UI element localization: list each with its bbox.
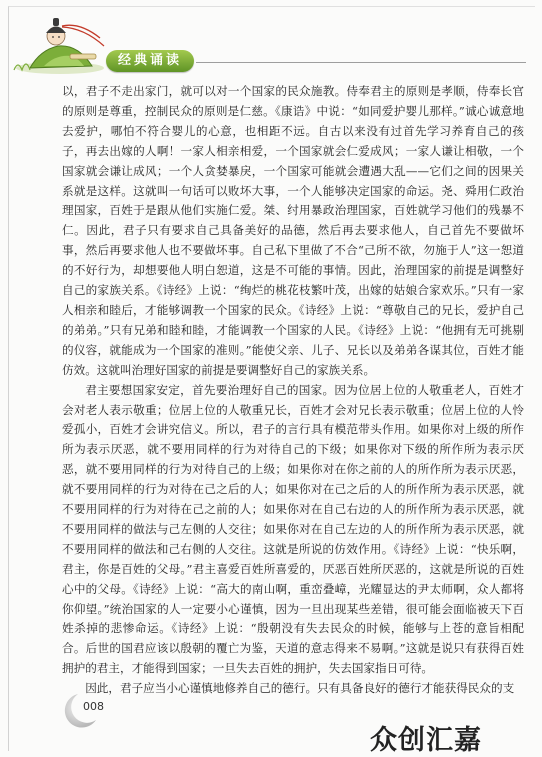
watermark-logo: 众创汇嘉: [370, 725, 482, 756]
page-number: 008: [83, 700, 104, 713]
paragraph: 君主要想国家安定，首先要治理好自己的国家。因为位居上位的人敬重老人，百姓才会对老人表示敬重；位居上位的人敬重兄长，百姓才会对兄长表示敬重；位居上位的人怜爱孤小，百姓才会讲究信义。所以，君子的言行具有模范带头作用。如果你对上级的所作所为表示厌恶，就不要用同样的行为对待自己的下级；如果你对下级的所作所为表示厌恶，就不要用同样的行为对待自己的上级；如果你对在你之前的人的所作所为表示厌恶，就不要用同样的行为对待在己之后的人；如果你对在己之后的人的所作所为表示厌恶，就不要用同样的行为对待在己之前的人；如果你对在自己右边的人的所作所为表示厌恶，就不要用同样的做法与己左侧的人交往；如果你对在自己左边的人的所作所为表示厌恶，就不要用同样的做法和己右侧的人交往。这就是所说的仿效作用。《诗经》上说：“快乐啊，君主，你是百姓的父母。”君主喜爱百姓所喜爱的，厌恶百姓所厌恶的，这就是所说的百姓心中的父母。《诗经》上说：“高大的南山啊，重峦叠嶂，光耀显达的尹太师啊，众人都将你仰望。”统治国家的人一定要小心谨慎，因为一旦出现某些差错，很可能会面临被天下百姓杀掉的悲惨命运。《诗经》上说：“殷朝没有失去民众的时候，能够与上苍的意旨相配合。后世的国君应该以殷朝的覆亡为鉴，天道的意志得来不易啊。”这就是说只有获得百姓拥护的君主，才能得到国家；一旦失去百姓的拥护，失去国家指日可待。: [62, 382, 524, 676]
body-text: [62, 82, 524, 699]
series-title: 经典诵读: [117, 53, 182, 68]
header-rule: [196, 62, 526, 63]
paragraph: 以，君子不走出家门，就可以对一个国家的民众施教。侍奉君主的原则是孝顺，侍奉长官的原则是尊重，控制民众的原则是仁慈。《康诰》中说：“如同爱护婴儿那样。”诚心诚意地去爱护，哪怕不符合婴儿的心意，也相距不远。自古以来没有过首先学习养育自己的孩子，再去出嫁的人啊！一家人相亲相爱，一个国家就会仁爱成风；一家人谦让相敬，一个国家就会谦让成风；一个人贪婪暴戾，一个国家可能就会遭遇大乱——它们之间的因果关系就是这样。这就叫一句话可以败坏大事，一个人能够决定国家的命运。尧、舜用仁政治理国家，百姓于是跟从他们实施仁爱。桀、纣用暴政治理国家，百姓就学习他们的残暴不仁。因此，君子只有要求自己具备美好的品德，然后再去要求他人，自己首先不要做坏事，然后再要求他人也不要做坏事。自己私下里做了不合“己所不欲，勿施于人”这一恕道的不好行为，却想要他人明白恕道，这是不可能的事情。因此，治理国家的前提是调整好自己的家族关系。《诗经》上说：“绚烂的桃花枝繁叶茂，出嫁的姑娘合家欢乐。”只有一家人相亲和睦后，才能够调教一个国家的民众。《诗经》上说：“尊敬自己的兄长，爱护自己的弟弟。”只有兄弟和睦和睦，才能调教一个国家的人民。《诗经》上说：“他拥有无可挑剔的仪容，就能成为一个国家的准则。”能使父亲、儿子、兄长以及弟弟各谋其位，百姓才能仿效。这就叫治理好国家的前提是要调整好自己的家族关系。: [62, 84, 524, 377]
paragraph: 因此，君子应当小心谨慎地修养自己的德行。只有具备良好的德行才能获得民众的支: [85, 681, 515, 696]
series-title-banner: [106, 50, 194, 72]
page-header: [0, 0, 542, 82]
